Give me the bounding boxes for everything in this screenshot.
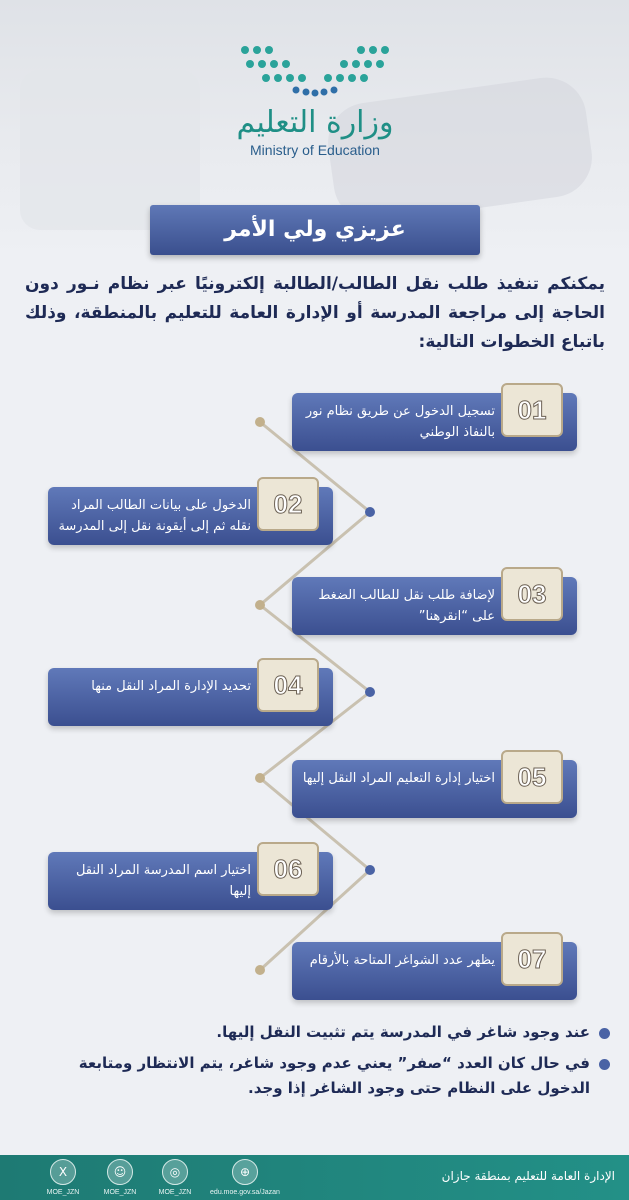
step-number: 02 (257, 477, 319, 531)
step-number: 06 (257, 842, 319, 896)
step-6 (48, 852, 333, 910)
step-number: 03 (501, 567, 563, 621)
step-text: لإضافة طلب نقل للطالب الضغط على “انقرهنا” (318, 588, 495, 624)
step-7 (292, 942, 577, 1000)
snapchat-icon: ☺ (107, 1159, 133, 1185)
logo-english-name: Ministry of Education (250, 142, 380, 158)
list-item (40, 1020, 610, 1045)
footer-organization: الإدارة العامة للتعليم بمنطقة جازان (441, 1169, 615, 1183)
step-number: 05 (501, 750, 563, 804)
list-item (40, 1051, 610, 1101)
step-text: الدخول على بيانات الطالب المراد نقله ثم إلى أيقونة نقل إلى المدرسة (58, 498, 251, 534)
bullet-icon (599, 1028, 610, 1039)
note-text: عند وجود شاغر في المدرسة يتم تثبيت النقل إليها. (216, 1023, 590, 1041)
note-text: في حال كان العدد “صفر” يعني عدم وجود شاغر، يتم الانتظار ومتابعة الدخول على النظام حتى وجود الشاغر إذا وجد. (78, 1054, 590, 1097)
step-text: يظهر عدد الشواغر المتاحة بالأرقام (309, 953, 495, 968)
social-label: MOE_JZN (158, 1189, 192, 1196)
logo-arabic-name: وزارة التعليم (236, 105, 394, 140)
step-4 (48, 668, 333, 726)
step-number: 01 (501, 383, 563, 437)
step-5 (292, 760, 577, 818)
x-icon: X (50, 1159, 76, 1185)
step-text: اختيار إدارة التعليم المراد النقل إليها (302, 771, 495, 786)
step-text: تحديد الإدارة المراد النقل منها (91, 679, 251, 694)
globe-icon: ⊕ (232, 1159, 258, 1185)
social-link-snapchat[interactable] (90, 1159, 150, 1196)
instagram-icon: ◎ (162, 1159, 188, 1185)
step-text: تسجيل الدخول عن طريق نظام نور بالنفاذ الوطني (305, 404, 495, 440)
social-label: MOE_JZN (103, 1189, 137, 1196)
page-title: عزيزي ولي الأمر (224, 217, 406, 242)
step-number: 07 (501, 932, 563, 986)
step-3 (292, 577, 577, 635)
step-1 (292, 393, 577, 451)
step-number: 04 (257, 658, 319, 712)
bullet-icon (599, 1059, 610, 1070)
social-link-instagram[interactable] (145, 1159, 205, 1196)
step-2 (48, 487, 333, 545)
website-link[interactable] (205, 1159, 285, 1196)
step-text: اختيار اسم المدرسة المراد النقل إليها (75, 863, 251, 899)
footer-bar (0, 1155, 629, 1200)
social-label: MOE_JZN (46, 1189, 80, 1196)
social-link-x[interactable] (33, 1159, 93, 1196)
website-label: edu.moe.gov.sa/Jazan (210, 1189, 280, 1196)
notes-list (40, 1020, 610, 1107)
intro-paragraph: يمكنكم تنفيذ طلب نقل الطالب/الطالبة إلكترونيًا عبر نظام نـور دون الحاجة إلى مراجعة المدرسة أو الإدارة العامة للتعليم بالمنطقة، وذلك باتباع الخطوات التالية: (25, 274, 605, 352)
